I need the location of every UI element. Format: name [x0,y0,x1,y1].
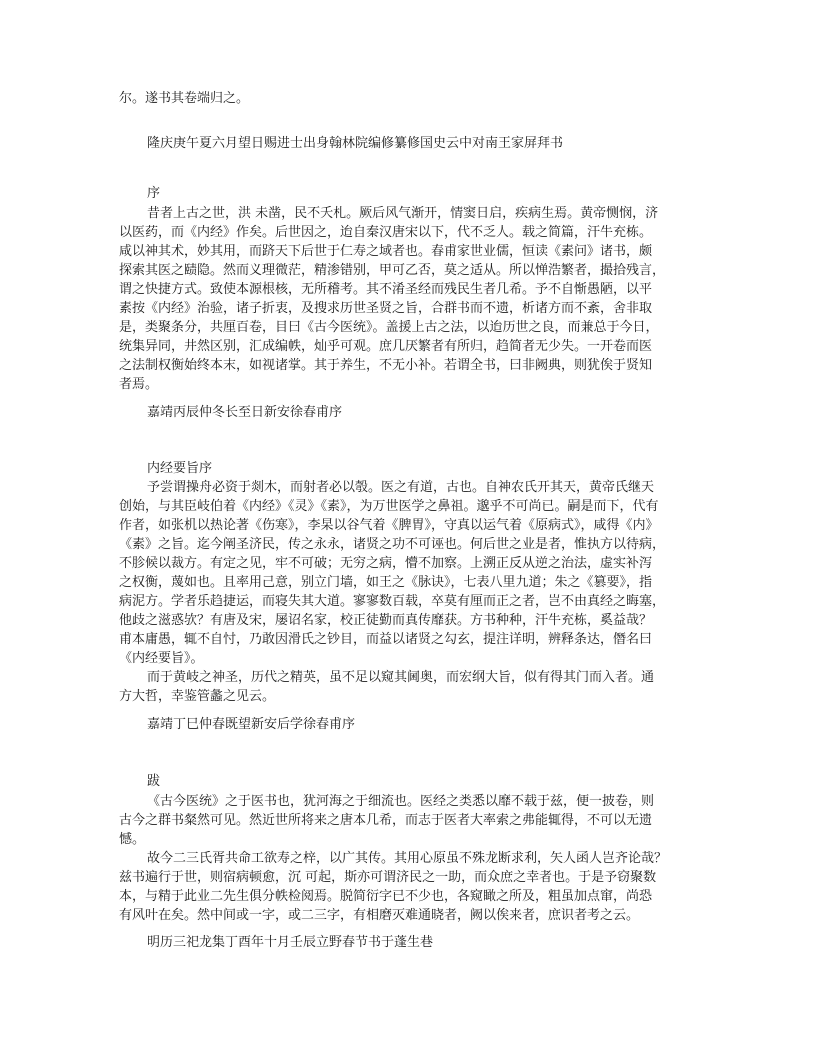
postscript-signature: 明历三祀龙集丁酉年十月壬辰立野春节书于蓬生巷 [147,935,434,950]
text-line: 素按《内经》治验，诸子折衷，及搜求历世圣贤之旨，合群书而不遗，析诸方而不紊，舍非取 [119,301,653,316]
text-line: 《素》之旨。迄今阐圣济民，传之永永，诸贤之功不可诬也。何后世之业是者，惟执方以待病， [119,537,666,552]
text-line: 本，与精于此业二先生俱分帙检阅焉。脱简衍字已不少也，各窥瞰之所及，粗虽加点窜，尚恐 [119,889,653,904]
text-line: 有风叶在矣。然中间或一字，或二三字，有相磨灭难通晓者，阙以俟来者，庶识者考之云。 [119,908,640,923]
text-line: 而于黄岐之神圣，历代之精英，虽不足以窥其阃奥，而宏纲大旨，似有得其门而入者。通 [147,670,655,685]
text-line: 方大哲，幸鉴管蠡之见云。 [119,689,276,704]
text-line: 甫本庸愚，辄不自忖，乃敢因滑氏之钞目，而益以诸贤之勾玄，提注详明，辨释条达，僭名曰 [119,632,653,647]
postscript-paragraph-1 [119,792,699,849]
neijing-paragraph-1 [119,478,699,668]
text-line: 《古今医统》之于医书也，犹河海之于细流也。医经之类悉以靡不载于兹，便一披卷，则 [147,794,655,809]
text-line: 以医药，而《内经》作矣。后世因之，迨自秦汉唐宋以下，代不乏人。载之简篇，汗牛充栋。 [119,225,653,240]
dedication-line: 隆庆庚午夏六月望日赐进士出身翰林院编修纂修国史云中对南王家屏拜书 [147,136,564,151]
text-line: 探索其医之赜隐。然而义理微茫，精渗错别，甲可乙否，莫之适从。所以惮浩繁者，撮拾残言， [119,263,666,278]
text-line: 予尝谓操舟必资于剡木，而射者必以彀。医之有道，古也。自神农氏开其天，黄帝氏继天 [147,480,655,495]
text-line: 之权衡，蔑如也。且率用己意，别立门墙，如王之《脉诀》，七表八里九道；朱之《篡要》，指 [119,575,653,590]
text-line: 憾。 [119,832,146,847]
text-line: 作者，如张机以热论著《伤寒》，李杲以谷气着《脾胃》，守真以运气着《原病式》，咸得《内》 [119,518,659,533]
preface-signature: 嘉靖丙辰仲冬长至日新安徐春甫序 [147,405,343,420]
preface-paragraph [119,204,699,394]
text-line: 兹书遍行于世，则宿病顿愈，沉 可起，斯亦可谓济民之一助，而众庶之幸者也。于是予窃聚数 [119,870,657,885]
postscript-heading: 跋 [147,774,161,789]
opening-text: 尔。遂书其卷端归之。 [119,91,250,106]
preface-heading: 序 [147,186,161,201]
text-line: 昔者上古之世，洪 未凿，民不夭札。厥后风气渐开，情窦日启，疾病生焉。黄帝恻悯，济 [147,206,659,221]
text-line: 创始，与其臣岐伯着《内经》《灵》《素》，为万世医学之鼻祖。邈乎不可尚已。嗣是而下，代有 [119,499,659,514]
postscript-paragraph-2 [119,849,699,925]
text-line: 他歧之滋惑欤？有唐及宋，屡诏名家，校正徒勤而真传靡获。方书种种，汗牛充栋，奚益哉？ [119,613,653,628]
neijing-paragraph-2 [119,668,699,706]
neijing-signature: 嘉靖丁巳仲春既望新安后学徐春甫序 [147,717,356,732]
text-line: 古今之群书粲然可见。然近世所将来之唐本几希，而志于医者大率索之弗能辄得，不可以无遗 [119,813,653,828]
text-line: 谓之快捷方式。致使本源根核，无所稽考。其不淆圣经而残民生者几希。予不自惭愚陋，以平 [119,282,653,297]
text-line: 咸以神其术，妙其用，而跻天下后世于仁寿之域者也。春甫家世业儒，恒读《素问》诸书，颇 [119,244,653,259]
text-line: 之法制权衡始终本末，如视诸掌。其于养生，不无小补。若谓全书，曰非阙典，则犹俟于贤知 [119,358,653,373]
text-line: 统集异同，井然区别，汇成编帙，灿乎可观。庶几厌繁者有所归，趋简者无少失。一开卷而医 [119,339,653,354]
text-line: 病泥方。学者乐趋捷运，而寝失其大道。寥寥数百载，卒莫有厘而正之者，岂不由真经之晦塞， [119,594,666,609]
text-line: 故今二三氏胥共命工欲寿之梓，以广其传。其用心原虽不殊龙断求利，矢人函人岂齐论哉？ [147,851,668,866]
text-line: 者焉。 [119,377,159,392]
text-line: 是，类聚条分，共厘百卷，目曰《古今医统》。盖援上古之法，以迨历世之良，而兼总于今日， [119,320,659,335]
text-line: 《内经要旨》。 [119,651,204,666]
neijing-heading: 内经要旨序 [147,461,213,476]
text-line: 不胗候以裁方。有定之见，牢不可破；无穷之病，懵不加察。上溯正反从逆之治法，虚实补泻 [119,556,653,571]
